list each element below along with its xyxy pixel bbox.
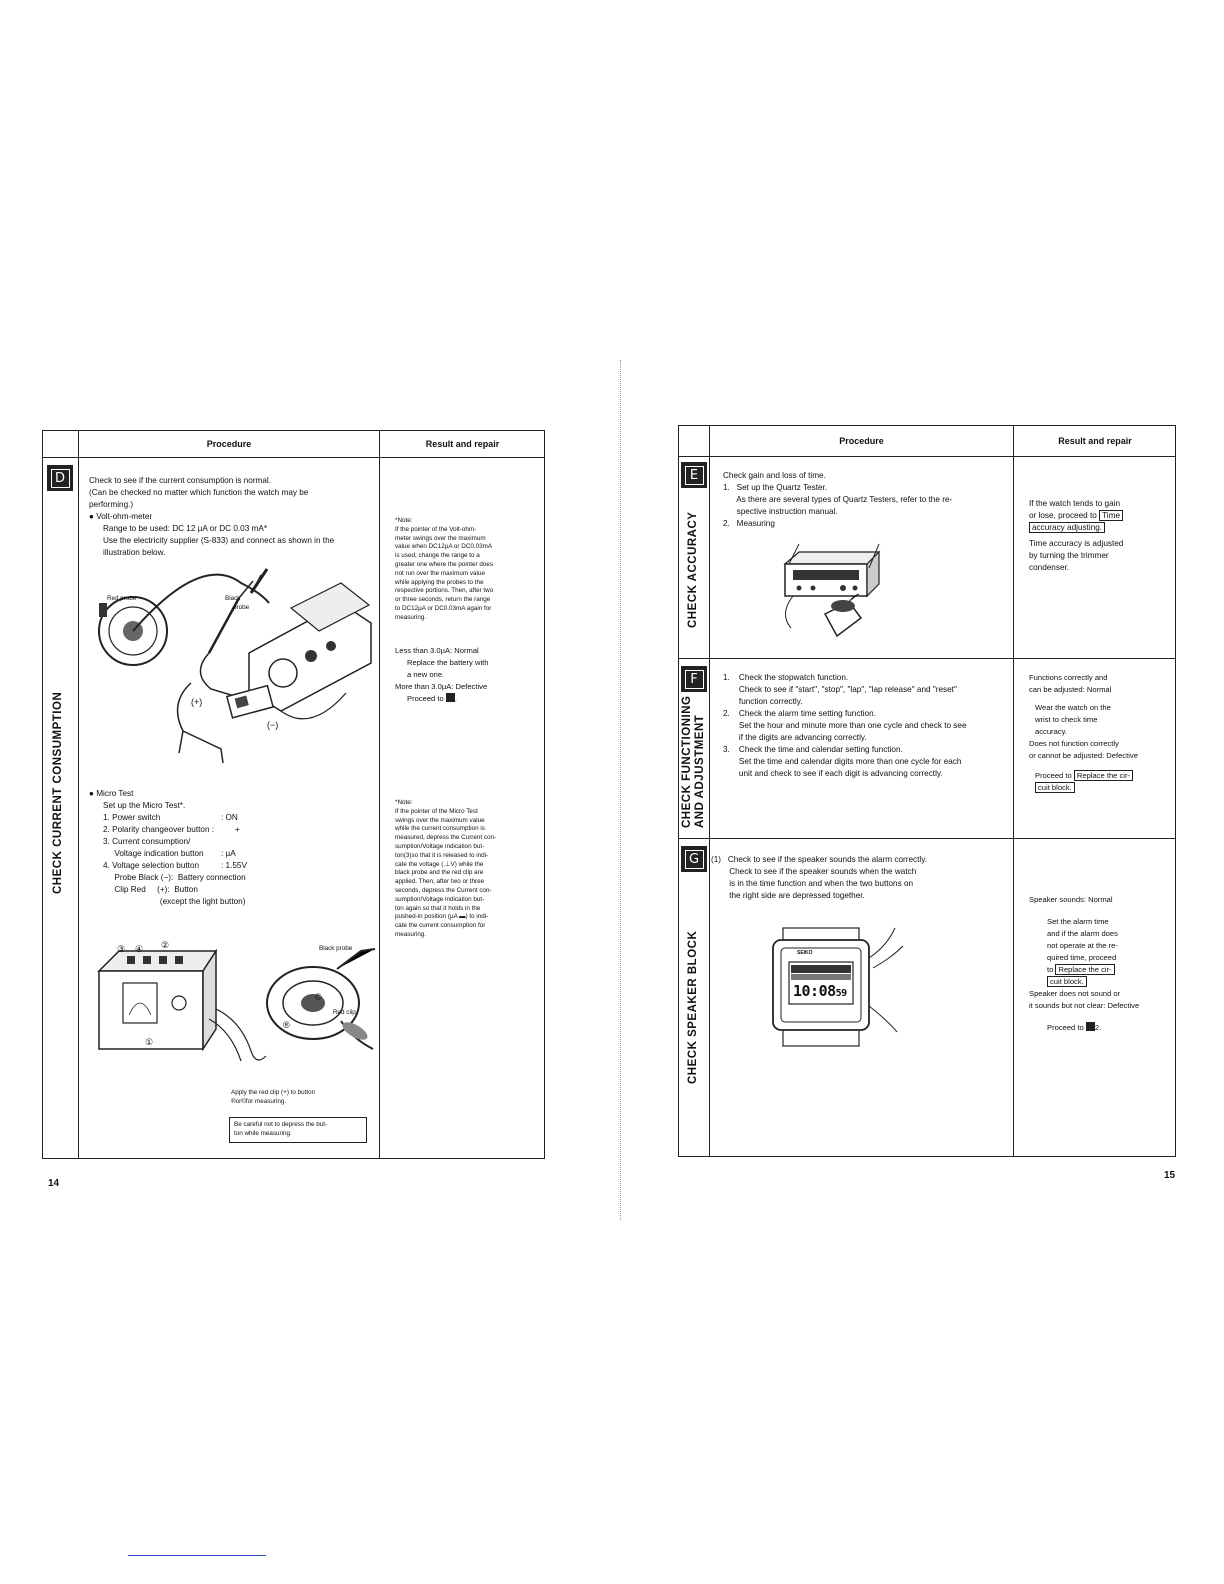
micro-test-block bbox=[89, 788, 375, 908]
proc-line: 2. Measuring bbox=[723, 519, 775, 528]
result-line: Functions correctly and bbox=[1029, 673, 1108, 682]
micro-row bbox=[89, 824, 375, 836]
section-f-g-divider bbox=[679, 838, 1176, 839]
right-result-divider bbox=[1013, 426, 1014, 1156]
proc-line: 3. Check the time and calendar setting function. bbox=[723, 745, 903, 754]
section-d-title: CHECK CURRENT CONSUMPTION bbox=[52, 691, 64, 894]
micro-row-label: 4. Voltage selection button bbox=[103, 861, 200, 870]
proc-line: Set the hour and minute more than one cycle and check to see bbox=[723, 721, 967, 730]
result-line bbox=[1029, 522, 1169, 534]
result-line: or cannot be adjusted: Defective bbox=[1029, 751, 1138, 760]
fig1-minus-label: (−) bbox=[267, 720, 279, 730]
micro-row bbox=[89, 848, 375, 860]
left-page-table bbox=[42, 430, 545, 1159]
note1-block bbox=[395, 517, 543, 623]
fig1-black-probe-label-2: probe bbox=[233, 604, 250, 611]
micro-row-label: 1. Power switch bbox=[103, 813, 161, 822]
note-line: sumption/Voltage indication but- bbox=[395, 895, 485, 903]
note-line: while the current consumption is bbox=[395, 825, 485, 833]
micro-row-label: 3. Current consumption/ bbox=[103, 837, 191, 846]
fig2-circle-4: ④ bbox=[135, 944, 144, 954]
note-line: not run over the maximum value bbox=[395, 569, 485, 577]
right-sidebar-header-line bbox=[679, 456, 709, 457]
micro-row bbox=[89, 836, 375, 848]
page-gutter bbox=[620, 360, 621, 1220]
result-line bbox=[1029, 964, 1171, 976]
result-line bbox=[1029, 976, 1171, 988]
apply-note bbox=[231, 1089, 315, 1107]
proc-line: As there are several types of Quartz Testers, refer to the re- bbox=[723, 495, 953, 504]
right-page-number: 15 bbox=[1164, 1170, 1176, 1181]
note-line: pushed-in position (µA ▬) to indi- bbox=[395, 913, 489, 921]
quartz-tester-illustration bbox=[779, 544, 899, 644]
proc-line: the right side are depressed together. bbox=[711, 891, 865, 900]
note-line: If the pointer of the Volt-ohm- bbox=[395, 525, 477, 533]
apply-line: ®or©for measuring. bbox=[231, 1097, 287, 1105]
section-f-letter: F bbox=[685, 670, 704, 689]
section-f-procedure bbox=[723, 672, 1011, 780]
micro-setup: Set up the Micro Test*. bbox=[103, 801, 186, 810]
section-f-badge bbox=[681, 666, 707, 692]
proceed-text: Proceed to bbox=[1047, 1023, 1084, 1032]
section-g-letter: G bbox=[685, 850, 704, 869]
right-sidebar-divider bbox=[709, 426, 710, 1156]
note-line: seconds, depress the Current con- bbox=[395, 886, 492, 894]
left-result-divider bbox=[379, 431, 380, 1158]
fig1-black-probe-label-1: Black bbox=[225, 595, 241, 602]
watch-time: 10:08 bbox=[793, 982, 836, 1000]
watch-brand: SEIKO bbox=[797, 950, 813, 956]
watch-time-display bbox=[793, 982, 847, 1000]
note-line: ton(3)so that it is released to indi- bbox=[395, 851, 489, 859]
note-line: to DC12µA or DC0.03mA again for bbox=[395, 604, 492, 612]
section-e-letter: E bbox=[685, 466, 704, 485]
replace-circuit-reference: Replace the cir- bbox=[1074, 770, 1133, 781]
bottom-link-underline bbox=[128, 1555, 266, 1556]
apply-line: Apply the red clip (+) to button bbox=[231, 1089, 316, 1096]
micro-row-label: (except the light button) bbox=[103, 897, 246, 906]
right-header-procedure: Procedure bbox=[710, 426, 1013, 457]
next-section-marker bbox=[446, 693, 455, 702]
fig2-red-clip-label: Red clip bbox=[333, 1009, 356, 1016]
result-line: Replace the battery with bbox=[407, 658, 489, 667]
result-line: it sounds but not clear: Defective bbox=[1029, 1001, 1140, 1010]
result-line: Less than 3.0µA: Normal bbox=[395, 646, 479, 655]
result-line bbox=[1029, 782, 1171, 794]
right-page-table bbox=[678, 425, 1176, 1157]
result-line: condenser. bbox=[1029, 563, 1070, 572]
proceed-text: Proceed to bbox=[1035, 771, 1072, 780]
result-line: can be adjusted: Normal bbox=[1029, 685, 1112, 694]
proc-line: 1. Check the stopwatch function. bbox=[723, 673, 849, 682]
next-section-marker bbox=[1086, 1022, 1095, 1031]
note-line: or three seconds, return the range bbox=[395, 596, 491, 604]
intro-line: ● Volt-ohm-meter bbox=[89, 512, 153, 521]
time-accuracy-reference: Time bbox=[1099, 510, 1123, 521]
section-g-procedure bbox=[711, 854, 1011, 902]
note-line: applied. Then, after two or three bbox=[395, 878, 485, 886]
note-line: If the pointer of the Micro Test bbox=[395, 807, 478, 815]
proceed-tail: 2. bbox=[1094, 1023, 1102, 1032]
micro-row-label: 2. Polarity changeover button : bbox=[103, 825, 215, 834]
micro-row bbox=[89, 812, 375, 824]
result-line: If the watch tends to gain bbox=[1029, 499, 1121, 508]
result-line: wrist to check time bbox=[1035, 715, 1098, 724]
result-line: a new one. bbox=[407, 670, 445, 679]
note-line: *Note: bbox=[395, 799, 413, 806]
result-line bbox=[1029, 510, 1169, 522]
result-line: Does not function correctly bbox=[1029, 739, 1119, 748]
left-header-result: Result and repair bbox=[380, 431, 545, 458]
proc-line: unit and check to see if each digit is advancing correctly. bbox=[723, 769, 943, 778]
intro-line: performing.) bbox=[89, 500, 134, 509]
intro-line: Use the electricity supplier (S-833) and connect as shown in the bbox=[103, 536, 335, 545]
section-f-title-2: AND ADJUSTMENT bbox=[694, 714, 706, 828]
careful-box bbox=[229, 1117, 367, 1143]
result-line: by turning the trimmer bbox=[1029, 551, 1109, 560]
result-line: Speaker sounds: Normal bbox=[1029, 895, 1113, 904]
fig2-circle-c: © bbox=[315, 992, 322, 1002]
section-g-result bbox=[1029, 894, 1171, 1034]
note-line: while applying the probes to the bbox=[395, 578, 484, 586]
section-f-title-1: CHECK FUNCTIONING bbox=[681, 695, 693, 828]
note-line: swings over the maximum value bbox=[395, 816, 485, 824]
micro-row bbox=[89, 860, 375, 872]
right-header-result: Result and repair bbox=[1014, 426, 1176, 457]
time-accuracy-reference-cont: accuracy adjusting. bbox=[1029, 522, 1105, 533]
result-text: to bbox=[1047, 965, 1054, 974]
intro-line: (Can be checked no matter which function the watch may be bbox=[89, 488, 309, 497]
note-line: respective portions. Then, after two bbox=[395, 587, 494, 595]
section-e-title: CHECK ACCURACY bbox=[687, 511, 699, 628]
proc-line: is in the time function and when the two buttons on bbox=[711, 879, 914, 888]
proc-line: Set the time and calendar digits more than one cycle for each bbox=[723, 757, 962, 766]
proc-line: if the digits are advancing correctly. bbox=[723, 733, 867, 742]
micro-row-label: Voltage indication button bbox=[103, 849, 204, 858]
result-line: and if the alarm does bbox=[1047, 929, 1118, 938]
note-line: measuring. bbox=[395, 930, 427, 938]
proc-line: function correctly. bbox=[723, 697, 803, 706]
result-line bbox=[1029, 770, 1171, 782]
result-d-block bbox=[395, 645, 543, 705]
micro-row-value: : 1.55V bbox=[221, 861, 247, 870]
note-line: cate the voltage (.⊥V) while the bbox=[395, 860, 484, 868]
note-line: cate the current consumption for bbox=[395, 922, 486, 930]
section-d-badge bbox=[47, 465, 73, 491]
note-line: sumption/Voltage indication but- bbox=[395, 842, 485, 850]
proceed-text: Proceed to bbox=[407, 694, 444, 703]
note2-block bbox=[395, 799, 543, 940]
note-line: black probe and the red clip are bbox=[395, 869, 484, 877]
micro-row-value: : µA bbox=[221, 849, 236, 858]
proc-line: 1. Set up the Quartz Tester. bbox=[723, 483, 828, 492]
careful-line: ton while measuring. bbox=[234, 1129, 292, 1137]
section-e-result bbox=[1029, 498, 1169, 574]
section-e-procedure bbox=[723, 470, 1009, 530]
digital-watch-illustration bbox=[769, 928, 909, 1048]
intro-line: Check to see if the current consumption is normal. bbox=[89, 476, 272, 485]
note-line: ton again so that it holds in the bbox=[395, 904, 481, 912]
proc-line: Check to see if the speaker sounds when the watch bbox=[711, 867, 917, 876]
replace-circuit-reference-cont: cuit block. bbox=[1047, 976, 1087, 987]
section-g-badge bbox=[681, 846, 707, 872]
micro-row-label: Probe Black (−): Battery connection bbox=[103, 873, 246, 882]
micro-row-label: Clip Red (+): Button bbox=[103, 885, 198, 894]
fig2-circle-3: ③ bbox=[117, 944, 126, 954]
note-line: meter swings over the maximum bbox=[395, 534, 486, 542]
proc-line: (1) Check to see if the speaker sounds the alarm correctly. bbox=[711, 855, 928, 864]
left-page-number: 14 bbox=[48, 1178, 60, 1189]
result-line: Wear the watch on the bbox=[1035, 703, 1111, 712]
proc-line: 2. Check the alarm time setting function. bbox=[723, 709, 876, 718]
result-line: Set the alarm time bbox=[1047, 917, 1109, 926]
section-d-letter: D bbox=[51, 469, 70, 488]
result-line: More than 3.0µA: Defective bbox=[395, 682, 488, 691]
result-proceed: Proceed to . bbox=[407, 694, 457, 703]
voltohm-meter-illustration bbox=[91, 563, 371, 768]
fig2-circle-2: ② bbox=[161, 940, 170, 950]
micro-row-value: : ON bbox=[221, 813, 238, 822]
micro-title: ● Micro Test bbox=[89, 789, 134, 798]
replace-circuit-reference: Replace the cir- bbox=[1055, 964, 1114, 975]
result-line: accuracy. bbox=[1035, 727, 1067, 736]
section-e-badge bbox=[681, 462, 707, 488]
result-line: Speaker does not sound or bbox=[1029, 989, 1121, 998]
result-line: Time accuracy is adjusted bbox=[1029, 539, 1124, 548]
left-sidebar-divider bbox=[78, 431, 79, 1158]
result-text: or lose, proceed to bbox=[1029, 511, 1097, 520]
note-line: is used, change the range to a bbox=[395, 552, 480, 560]
section-g-title: CHECK SPEAKER BLOCK bbox=[687, 930, 699, 1084]
fig1-red-probe-label: Red probe bbox=[107, 595, 137, 602]
note-line: measured, depress the Current con- bbox=[395, 834, 497, 842]
section-d-intro bbox=[89, 475, 375, 559]
section-f-result bbox=[1029, 672, 1171, 794]
section-e-f-divider bbox=[679, 658, 1176, 659]
note-line: greater one where the pointer does bbox=[395, 560, 494, 568]
result-line: quired time, proceed bbox=[1047, 953, 1117, 962]
result-line: not operate at the re- bbox=[1047, 941, 1118, 950]
intro-line: illustration below. bbox=[103, 548, 166, 557]
replace-circuit-reference-cont: cuit block. bbox=[1035, 782, 1075, 793]
fig1-plus-label: (+) bbox=[191, 697, 203, 707]
left-header-procedure: Procedure bbox=[79, 431, 379, 458]
fig2-circle-1: ① bbox=[145, 1037, 154, 1047]
proc-line: Check gain and loss of time. bbox=[723, 471, 826, 480]
micro-row-value: + bbox=[235, 825, 240, 834]
careful-line: Be careful not to depress the but- bbox=[234, 1121, 328, 1128]
watch-seconds: 59 bbox=[835, 988, 847, 999]
note-line: *Note: bbox=[395, 517, 413, 524]
note-line: value when DC12µA or DC0.03mA bbox=[395, 543, 493, 551]
intro-line: Range to be used: DC 12 µA or DC 0.03 mA* bbox=[103, 524, 268, 533]
proc-line: Check to see if "start", "stop", "lap", "lap release" and "reset" bbox=[723, 685, 957, 694]
left-sidebar-header-line bbox=[43, 457, 78, 458]
fig2-black-probe-label: Black probe bbox=[319, 945, 353, 952]
fig2-circle-b: ® bbox=[283, 1020, 290, 1030]
proc-line: spective instruction manual. bbox=[723, 507, 838, 516]
note-line: measuring. bbox=[395, 613, 427, 621]
result-line bbox=[1029, 1022, 1171, 1034]
